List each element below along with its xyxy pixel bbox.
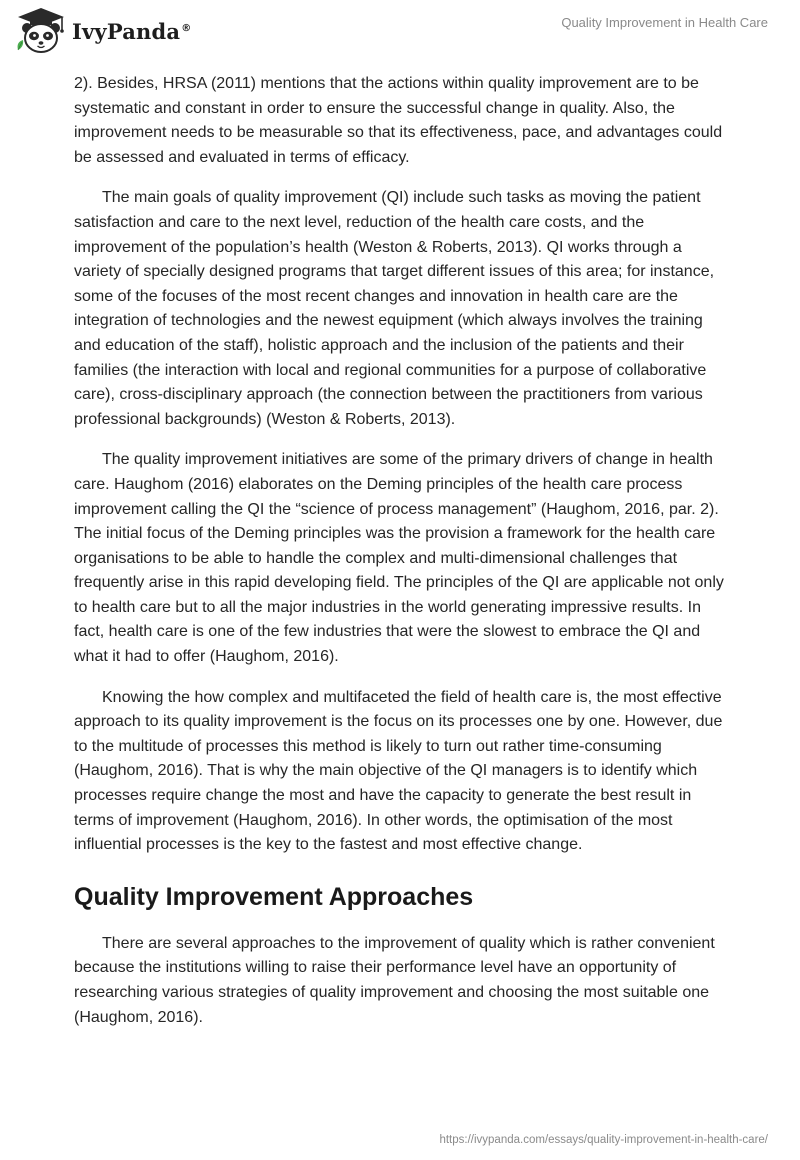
page-header: [0, 0, 800, 64]
section-heading: Quality Improvement Approaches: [74, 882, 474, 911]
source-url-link[interactable]: https://ivypanda.com/essays/quality-improvement-in-health-care/: [439, 1134, 768, 1146]
paragraph: Knowing the how complex and multifaceted the field of health care is, the most effective approach to its quality improvement is the focus on its processes one by one. However, due to the multitude of processes this method is likely to turn out rather time-consuming (Haughom, 2016). That is why the main objective of the QI managers is to identify which processes require change the most and have the capacity to generate the best result in terms of improvement (Haughom, 2016). In other words, the optimisation of the most influential processes is the key to the fastest and most effective change.: [74, 688, 723, 854]
paragraph: The main goals of quality improvement (QI) include such tasks as moving the patient satisfaction and care to the next level, reduction of the health care costs, and the improvement of the population’s health (Weston & Roberts, 2013). QI works through a variety of specially designed programs that target different issues of this area; for instance, some of the focuses of the most recent changes and innovation in health care are the integration of technologies and the newest equipment (which always involves the training and education of the staff), holistic approach and the inclusion of the patients and their families (the interaction with local and regional communities for a purpose of collaborative care), cross-disciplinary approach (the connection between the practitioners from various professional backgrounds) (Weston & Roberts, 2013).: [74, 189, 715, 428]
paragraph: There are several approaches to the improvement of quality which is rather convenient because the institutions willing to raise their performance level have an opportunity of researching various strategies of quality improvement and choosing the most suitable one (Haughom, 2016).: [74, 934, 715, 1026]
running-title: Quality Improvement in Health Care: [561, 15, 768, 30]
ivypanda-logo[interactable]: [14, 6, 191, 56]
paragraph: The quality improvement initiatives are some of the primary drivers of change in health care. Haughom (2016) elaborates on the Deming principles of the health care process improvement calling the QI the “science of process management” (Haughom, 2016, par. 2). The initial focus of the Deming principles was the provision a framework for the health care organisations to be able to handle the complex and multi-dimensional challenges that frequently arise in this rapid developing field. The principles of the QI are applicable not only to health care but to all the major industries in the world generating impressive results. In fact, health care is one of the few industries that were the slowest to embrace the QI and what it had to offer (Haughom, 2016).: [74, 451, 724, 666]
essay-body: [74, 72, 729, 1046]
panda-graduate-icon: [14, 6, 68, 56]
paragraph: 2). Besides, HRSA (2011) mentions that the actions within quality improvement are to be systematic and constant in order to ensure the successful change in quality. Also, the improvement needs to be measurable so that its effectiveness, pace, and advantages could be assessed and evaluated in terms of efficacy.: [74, 75, 723, 166]
brand-name: IvyPanda: [72, 18, 181, 44]
registered-mark: ®: [181, 22, 192, 34]
